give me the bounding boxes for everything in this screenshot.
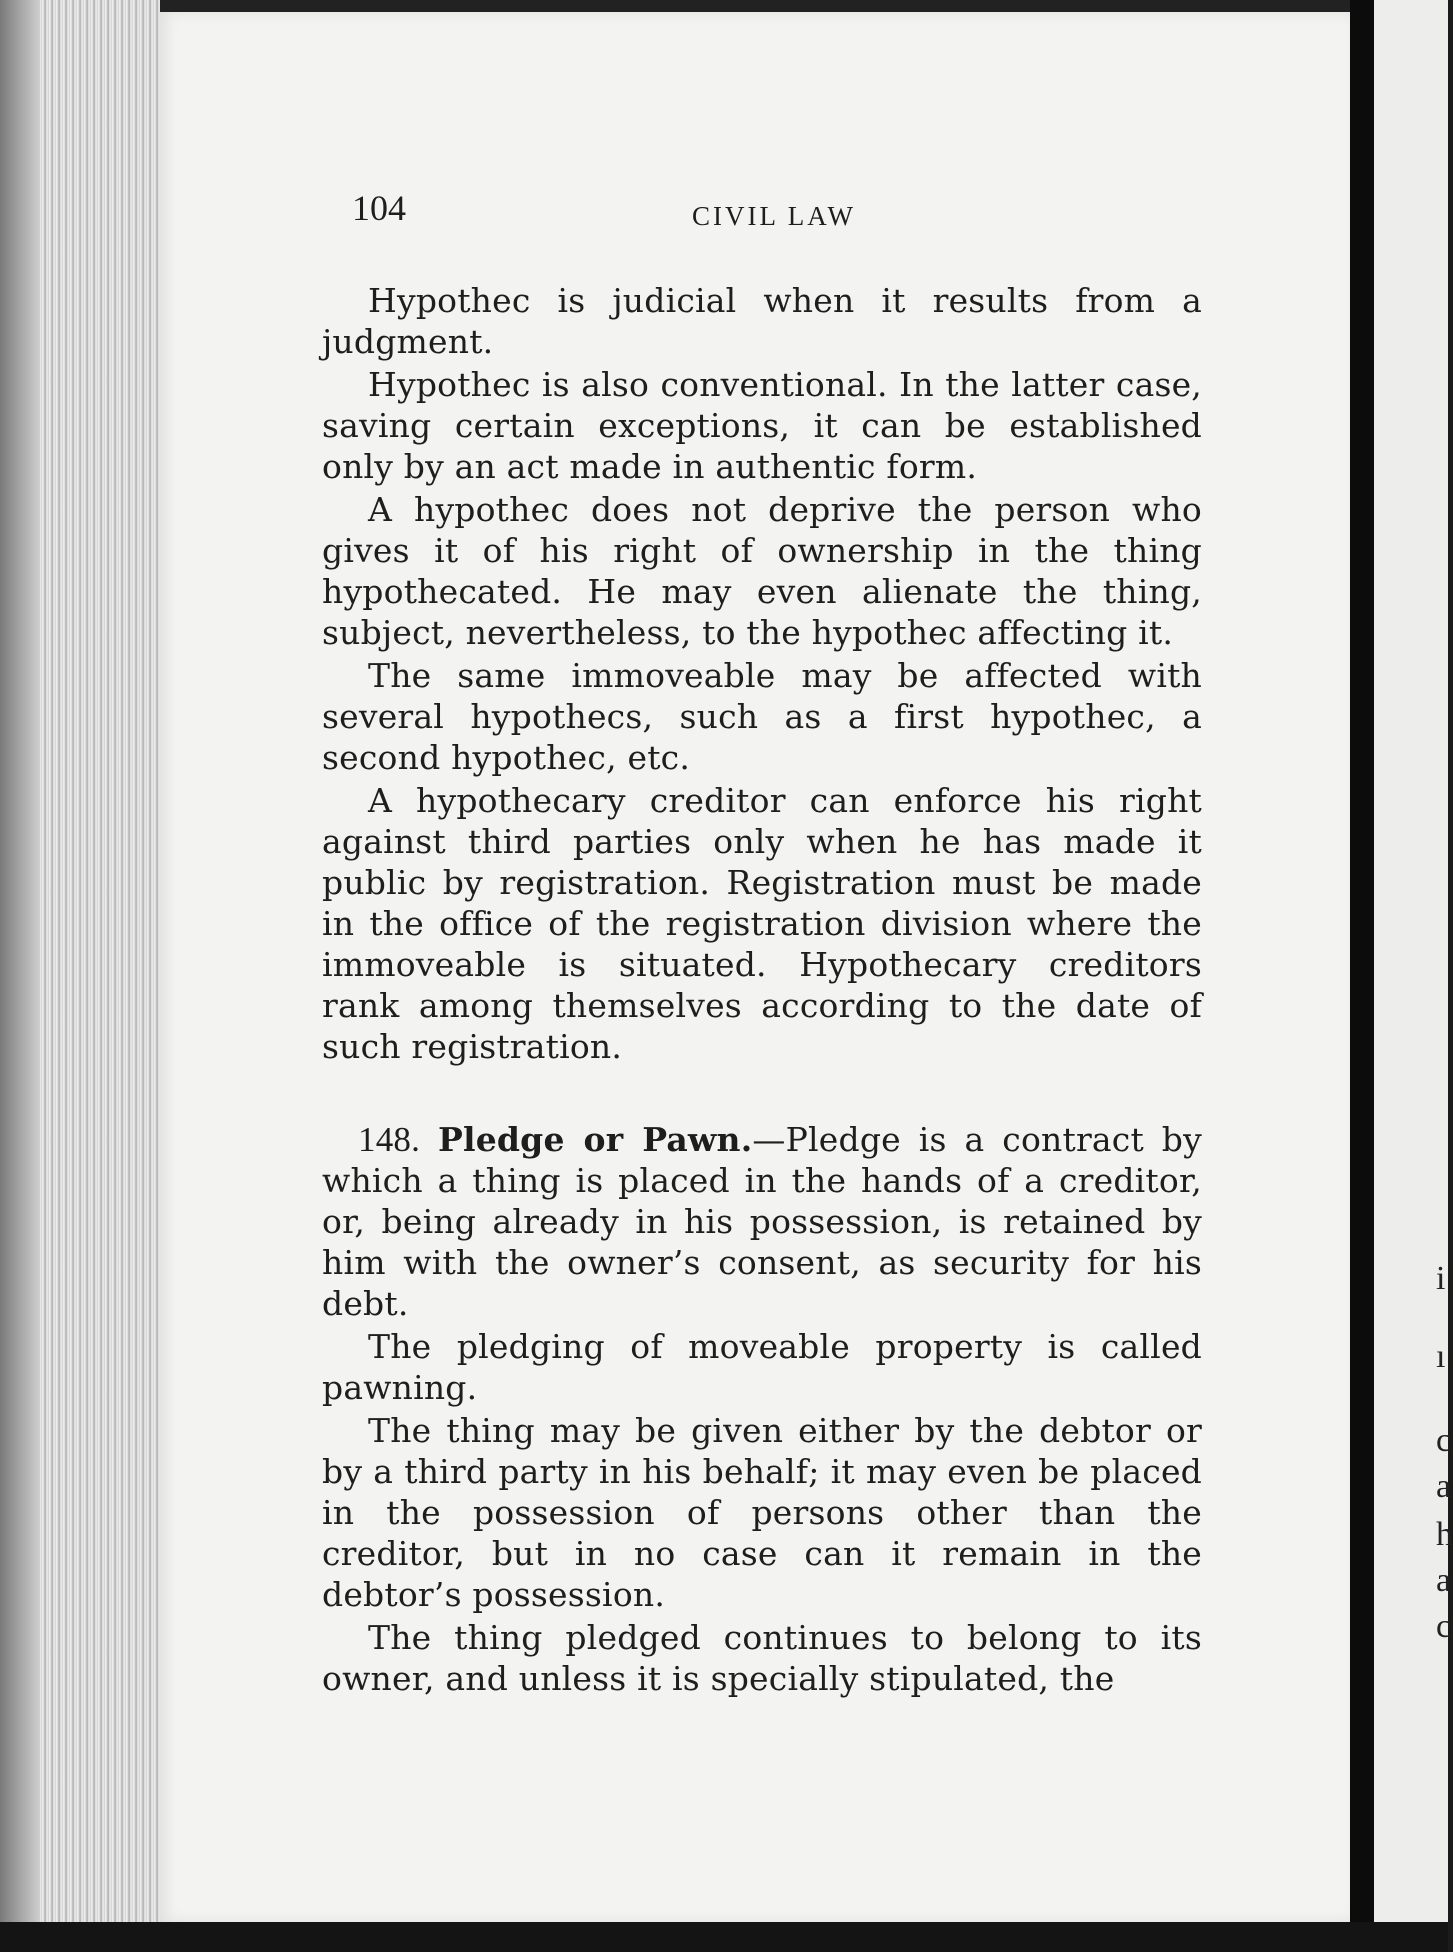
page-content: [322, 188, 1202, 1699]
paragraph: Hypothec is also conventional. In the latter case, saving certain exceptions, it can be established only by an act made in authentic form.: [322, 365, 1202, 486]
paragraph: The pledging of moveable property is called pawning.: [322, 1327, 1202, 1407]
running-head: CIVIL LAW: [692, 201, 857, 231]
paragraph: The thing pledged continues to belong to its owner, and unless it is specially stipulated, the: [322, 1618, 1202, 1698]
section-text: —Pledge is a contract by which a thing is placed in the hands of a creditor, or, being already in his possession, is retained by him with the owner’s consent, as security for his debt.: [322, 1120, 1202, 1323]
paragraph: A hypothec does not deprive the person who gives it of his right of ownership in the thing hypothecated. He may even alienate the thing, subject, nevertheless, to the hypothec affecting it.: [322, 490, 1202, 652]
paragraph: A hypothecary creditor can enforce his right against third parties only when he has made it public by registration. Registration must be made in the office of the registration division where the immoveable is situated. Hypothecary creditors rank among themselves according to the date of such registration.: [322, 781, 1202, 1066]
paragraph: The same immoveable may be affected with several hypothecs, such as a first hypothec, a second hypothec, etc.: [322, 656, 1202, 777]
facing-page-fragment: i: [1436, 1260, 1446, 1297]
section-number: 148.: [358, 1120, 421, 1159]
facing-page-fragment: c: [1436, 1608, 1452, 1645]
facing-page-fragment: a: [1436, 1468, 1452, 1505]
bottom-edge: [0, 1922, 1448, 1952]
book-gutter: [1350, 0, 1374, 1952]
facing-page-fragment: ı: [1436, 1338, 1446, 1375]
paragraph: The thing may be given either by the debtor or by a third party in his behalf; it may even be placed in the possession of persons other than the creditor, but in no case can it remain in the debtor’s possession.: [322, 1411, 1202, 1614]
paragraph: Hypothec is judicial when it results from a judgment.: [322, 281, 1202, 361]
facing-page-fragment: h: [1436, 1516, 1453, 1553]
section-paragraph: [322, 1119, 1202, 1324]
facing-page: [1374, 0, 1448, 1952]
facing-page-fragment: c: [1436, 1422, 1452, 1459]
section-title: Pledge or Pawn.: [437, 1120, 753, 1159]
page-number: 104: [352, 188, 406, 228]
top-edge: [160, 0, 1350, 12]
page-header: [352, 188, 1202, 240]
facing-page-fragment: a: [1436, 1562, 1452, 1599]
page-stack-shadow: [0, 0, 40, 1952]
